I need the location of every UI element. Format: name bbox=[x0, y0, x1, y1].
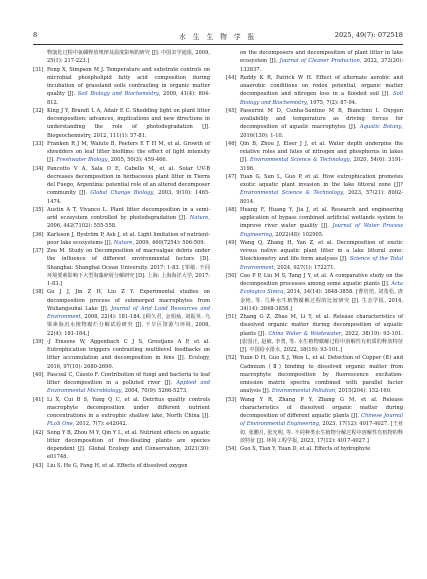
reference-number: [41] bbox=[33, 396, 44, 403]
reference-details: , 2006, 442(7102): 555-558. bbox=[47, 215, 210, 230]
reference-text bbox=[47, 66, 210, 107]
reference-item bbox=[33, 165, 210, 206]
reference-text bbox=[47, 107, 210, 140]
journal-link[interactable]: Applied and Environmental Microbiology bbox=[47, 380, 211, 395]
page-number: 8 bbox=[33, 31, 38, 39]
reference-text bbox=[240, 107, 403, 140]
reference-details: , 2009, 41(4): 804-812. bbox=[47, 91, 211, 106]
reference-number: [52] bbox=[226, 355, 237, 362]
reference-text bbox=[240, 313, 403, 354]
header-rule bbox=[33, 44, 403, 45]
journal-link[interactable]: Environmental Pollution bbox=[271, 388, 336, 395]
reference-text bbox=[240, 272, 403, 313]
reference-text bbox=[47, 165, 210, 206]
reference-body: King J Y, Brandt L A, Adair E C. Shedding light on plant litter decomposition: advances, implications and new directions in understanding the role of photodegradation [J]. Biogeochemistry, 2012, 111(1): 57-81. bbox=[47, 107, 210, 139]
reference-text bbox=[47, 338, 210, 371]
journal-link[interactable]: Nature bbox=[189, 215, 209, 221]
reference-details: , 2024, 927(1): 172271. bbox=[273, 264, 336, 271]
journal-link[interactable]: Journal of Water Process Engineering bbox=[240, 223, 403, 238]
reference-text bbox=[240, 74, 403, 107]
reference-body: Pancotto V A, Sala O E, Cabello M, et al. Solar UV-B decreases decomposition in herbaceous plant litter in Tierra del Fuego, Argentina: potential role of an altered decomposer community [J]. bbox=[47, 165, 210, 197]
reference-text bbox=[240, 239, 403, 272]
reference-text bbox=[47, 247, 210, 288]
reference-details: , 2008, 22(4): 181-184. [顾久君, 金相灿, 刘振英. 乌梁素海沉水植物腐烂分解试验研究 [J]. 干旱区资源与环境, 2008, 22(4): 181-184.] bbox=[47, 314, 210, 337]
reference-number: [38] bbox=[33, 289, 44, 296]
journal-link[interactable]: Nature bbox=[113, 239, 133, 246]
reference-text bbox=[47, 396, 210, 429]
reference-item bbox=[226, 107, 403, 140]
reference-body: Passerini M D, Cunha-Santino M B, Bianchini I. Oxygen availability and temperature as driving forces for decomposition of aquatic macrophytes [J]. bbox=[240, 107, 403, 131]
reference-item bbox=[33, 429, 210, 462]
reference-item bbox=[226, 272, 403, 313]
reference-number: [51] bbox=[226, 314, 237, 320]
reference-number: [47] bbox=[226, 173, 237, 180]
reference-body: Wang Y R, Zhang P Y, Zhang G M, et al. Release characteristics of dissolved organic matter during decomposition of different aquatic plants [J]. bbox=[240, 396, 403, 419]
reference-number: [50] bbox=[226, 272, 237, 279]
reference-details: , 2003, 9(10): 1465-1474. bbox=[47, 190, 210, 205]
reference-text bbox=[47, 231, 210, 248]
reference-item bbox=[226, 313, 403, 354]
reference-details: , 1975, 7(2): 87-94. bbox=[306, 99, 357, 106]
reference-item bbox=[33, 49, 210, 66]
reference-text bbox=[240, 49, 403, 74]
reference-body: on the decomposers and decomposition of plant litter in lake ecosystem [J]. bbox=[240, 50, 403, 65]
reference-number: [45] bbox=[226, 107, 237, 114]
left-column bbox=[33, 49, 210, 470]
reference-number: [36] bbox=[33, 231, 44, 238]
reference-number: [35] bbox=[33, 206, 44, 213]
reference-text bbox=[240, 354, 403, 395]
journal-link[interactable]: Global Change Biology bbox=[90, 190, 154, 197]
reference-details: , 2009, 460(7254): 506-509. bbox=[132, 239, 206, 246]
journal-link[interactable]: Journal of Cleaner Production bbox=[279, 58, 360, 65]
reference-body: Feng X, Simpson M J. Temperature and substrate controls on microbial phospholipid fatty acid composition during incubation of grassland soils contrasting in organic matter quality [J]. bbox=[47, 66, 210, 98]
reference-number: [39] bbox=[33, 338, 44, 345]
reference-text bbox=[47, 462, 210, 470]
reference-item bbox=[226, 49, 403, 74]
reference-number: [48] bbox=[226, 206, 237, 213]
reference-body: Yuan G, Sun L, Guo P, et al. How eutrophication promotes exotic aquatic plant invasion in the lake littoral zone [J]? bbox=[240, 173, 403, 188]
reference-item bbox=[33, 462, 210, 470]
reference-body: Austin A T, Vivanco L. Plant litter decomposition in a semi-arid ecosystem controlled by photodegradation [J]. bbox=[47, 206, 210, 221]
reference-item bbox=[33, 371, 210, 396]
right-column bbox=[226, 49, 403, 470]
volume-info: 2025, 49(7): 072518 bbox=[334, 31, 403, 39]
reference-details: , 2012, 7(7): e42042. bbox=[72, 421, 128, 428]
reference-item bbox=[226, 445, 403, 453]
journal-link[interactable]: Science of the Total Environment bbox=[240, 256, 403, 271]
reference-body: Cao P P, Liu M S, Tang J Y, et al. A comparative study on the decomposition processes among some aquatic plants [J]. bbox=[240, 272, 403, 287]
reference-details: , 2023, 17(12): 4017-4027. [王亚如, 张鹏月, 张光明, 等. 不同种类水生植物分解过程中溶解性有机物的释放特征 [J]. 环境工程学报, 2023, 17(12): 4017-4027.] bbox=[240, 421, 403, 444]
reference-item bbox=[33, 247, 210, 288]
reference-body: Li X, Cui B S, Yang Q C, et al. Detritus quality controls macrophyte decomposition under different nutrient concentrations in a eutrophic shallow lake, North China [J]. bbox=[47, 396, 210, 419]
reference-details: , 2005, 50(3): 459-466. bbox=[107, 157, 168, 164]
reference-text bbox=[47, 429, 210, 462]
reference-number: [53] bbox=[226, 396, 237, 403]
reference-body: Zou M. Study on Decomposition of macroalgae debris under the influence of different environmental factors [D]. Shanghai: Shanghai Ocean University. 2017: 1-83. [邹敏. 不同环境要素影响下大型海藻碎屑分解研究 [D]. 上海: 上海海洋大学, 2017: 1-83.] bbox=[47, 248, 210, 287]
reference-number: [43] bbox=[33, 462, 44, 469]
reference-text bbox=[47, 288, 210, 338]
reference-item bbox=[33, 338, 210, 371]
reference-body: Karlsson J, Byström P, Ask J, et al. Light limitation of nutrient-poor lake ecosystems [J]. bbox=[47, 231, 210, 246]
reference-item bbox=[226, 74, 403, 107]
journal-link[interactable]: PLoS One bbox=[47, 421, 73, 428]
reference-number: [34] bbox=[33, 165, 44, 172]
reference-body: Reddy K R, Patrick W H. Effect of alternate aerobic and anaerobic conditions on redox potential, organic matter decomposition and nitrogen loss in a flooded soil [J]. bbox=[240, 74, 403, 98]
reference-item bbox=[226, 239, 403, 272]
reference-number: [33] bbox=[33, 140, 44, 147]
reference-item bbox=[33, 140, 210, 165]
reference-details: , 2022, 38(19): 93-101. [张国正, 赵敏, 李勇, 等. 水生植物腐解过程中溶解性有机质的释放特征 [J]. 中国给水排水, 2022, 38(19): 93-101.] bbox=[240, 330, 403, 353]
journal-title: 水 生 生 物 学 报 bbox=[179, 33, 257, 41]
reference-text bbox=[240, 396, 403, 446]
reference-number: [54] bbox=[226, 446, 237, 452]
reference-item bbox=[226, 173, 403, 206]
reference-number: [40] bbox=[33, 371, 44, 378]
reference-item bbox=[226, 140, 403, 173]
reference-text bbox=[240, 173, 403, 206]
reference-details: , 2014, 34(14): 3848-3858. [曹培培, 刘茂松, 唐金艳, 等. 几种水生植物腐解过程的比较研究 [J]. 生态学报, 2014, 34(14): 3848-3858.] bbox=[240, 289, 403, 312]
reference-body: Guo X, Tian Y, Yuan D, et al. Effects of hydrophyte bbox=[240, 446, 371, 452]
reference-item bbox=[226, 354, 403, 395]
journal-link[interactable]: Acta Ecologica Sinica bbox=[240, 281, 403, 296]
reference-text bbox=[240, 140, 403, 173]
reference-details: , 2016(130): 1-10. bbox=[240, 124, 403, 139]
reference-body: Qin B, Zhou J, Elser J J, et al. Water depth underpins the relative roles and fates of nitrogen and phosphorus in lakes [J]. bbox=[240, 140, 403, 164]
reference-details: , 2022(48): 102905. bbox=[272, 231, 324, 238]
reference-text bbox=[47, 206, 210, 231]
reference-text bbox=[240, 206, 403, 239]
reference-number: [37] bbox=[33, 248, 44, 254]
journal-link[interactable]: Environmental Science & Technology bbox=[240, 190, 343, 197]
journal-link[interactable]: Environmental Science & Technology bbox=[249, 157, 350, 164]
reference-body: Gu J J, Jin Z H, Liu Z Y. Experimental studies on decomposition process of submerged macrophytes from Wuliangsuhai Lake [J]. bbox=[47, 289, 210, 312]
reference-details: , 2020, 54(6): 3191-3198. bbox=[240, 157, 403, 172]
journal-link[interactable]: Chinese Journal of Environmental Engineering bbox=[240, 413, 404, 428]
reference-number: [44] bbox=[226, 74, 237, 81]
reference-body: Huang F, Huang Y, Jia J, et al. Research and engineering application of bypass combined artificial wetlands system to improve river water quality [J]. bbox=[240, 206, 403, 230]
reference-text bbox=[47, 371, 210, 396]
page-header bbox=[33, 31, 403, 43]
reference-body: -J Emsens W, Aggenbach C J S, Grootjans A P, et al. Eutrophication triggers contrasting multilevel feedbacks on litter accumulation and decomposition in fens [J]. Ecology, 2016, 97(10): 2680-2690. bbox=[47, 338, 210, 370]
reference-item bbox=[33, 288, 210, 338]
journal-link[interactable]: Aquatic Botany bbox=[359, 124, 402, 131]
reference-body: Song Y B, Zhou M Y, Qin Y L, et al. Nutrient effects on aquatic litter decomposition of free-floating plants are species dependent [J]. Global Ecology and Conservation, 2021(30): e01748. bbox=[47, 429, 210, 461]
reference-item bbox=[33, 231, 210, 248]
reference-number: [31] bbox=[33, 66, 44, 73]
reference-body: Yuan D H, Guo X J, Wen L, et al. Detection of Copper (Ⅱ) and Cadmium (Ⅱ) binding to dissolved organic matter from macrophyte decomposition by fluorescence excitation-emission matrix spectra combined with parallel factor analysis [J]. bbox=[240, 355, 403, 395]
reference-text bbox=[240, 445, 403, 453]
reference-item bbox=[226, 396, 403, 446]
journal-link[interactable]: China Water & Wastewater bbox=[268, 330, 342, 337]
reference-item bbox=[33, 206, 210, 231]
journal-link[interactable]: Soil Biology and Biochemistry bbox=[77, 91, 159, 98]
reference-body: 物演化过程中氮磷释放规律及温度影响的研究 [J]. 中国农学通报, 2009, 25(1): 217-223.] bbox=[47, 50, 210, 65]
reference-item bbox=[33, 66, 210, 107]
reference-item bbox=[33, 107, 210, 140]
reference-number: [49] bbox=[226, 239, 237, 246]
reference-text bbox=[47, 49, 210, 66]
reference-body: Franken R J M, Waluto B, Peeters E T H M, et al. Growth of shredders on leaf litter biofilms: the effect of light intensity [J]. bbox=[47, 140, 210, 164]
journal-link[interactable]: Freshwater Biology bbox=[56, 157, 108, 164]
reference-body: Zhang G Z, Zhao M, Li Y, et al. Release characteristics of dissolved organic matter during decomposition of aquatic plants [J]. bbox=[240, 314, 403, 337]
journal-link[interactable]: Journal of Arid Land Resources and Environment bbox=[47, 305, 210, 320]
reference-number: [42] bbox=[33, 429, 44, 436]
reference-number: [46] bbox=[226, 140, 237, 147]
reference-body: Liu S, He G, Fang H, et al. Effects of dissolved oxygen bbox=[47, 462, 188, 469]
reference-details: , 2022, 372(20): 133837. bbox=[240, 58, 404, 73]
reference-body: Pascoal C, Cássio F. Contribution of fungi and bacteria to leaf litter decomposition in a polluted river [J]. bbox=[47, 371, 210, 386]
reference-details: , 2004, 70(9): 5266-5273. bbox=[121, 388, 188, 395]
reference-details: , 2023, 57(21): 8002-8014. bbox=[240, 190, 403, 205]
reference-item bbox=[33, 396, 210, 429]
reference-number: [32] bbox=[33, 107, 44, 114]
reference-body: Wang Q, Zhang H, Yan Z, et al. Decomposition of exotic versus native aquatic plant litter in a lake littoral zone: Stoichiometry and life form analyses [J]. bbox=[240, 239, 403, 263]
reference-item bbox=[226, 206, 403, 239]
journal-link[interactable]: Soil Biology and Biochemistry bbox=[240, 91, 403, 106]
reference-details: , 2015(204): 152-160. bbox=[335, 388, 392, 395]
reference-text bbox=[47, 140, 210, 165]
reference-columns bbox=[33, 49, 403, 470]
